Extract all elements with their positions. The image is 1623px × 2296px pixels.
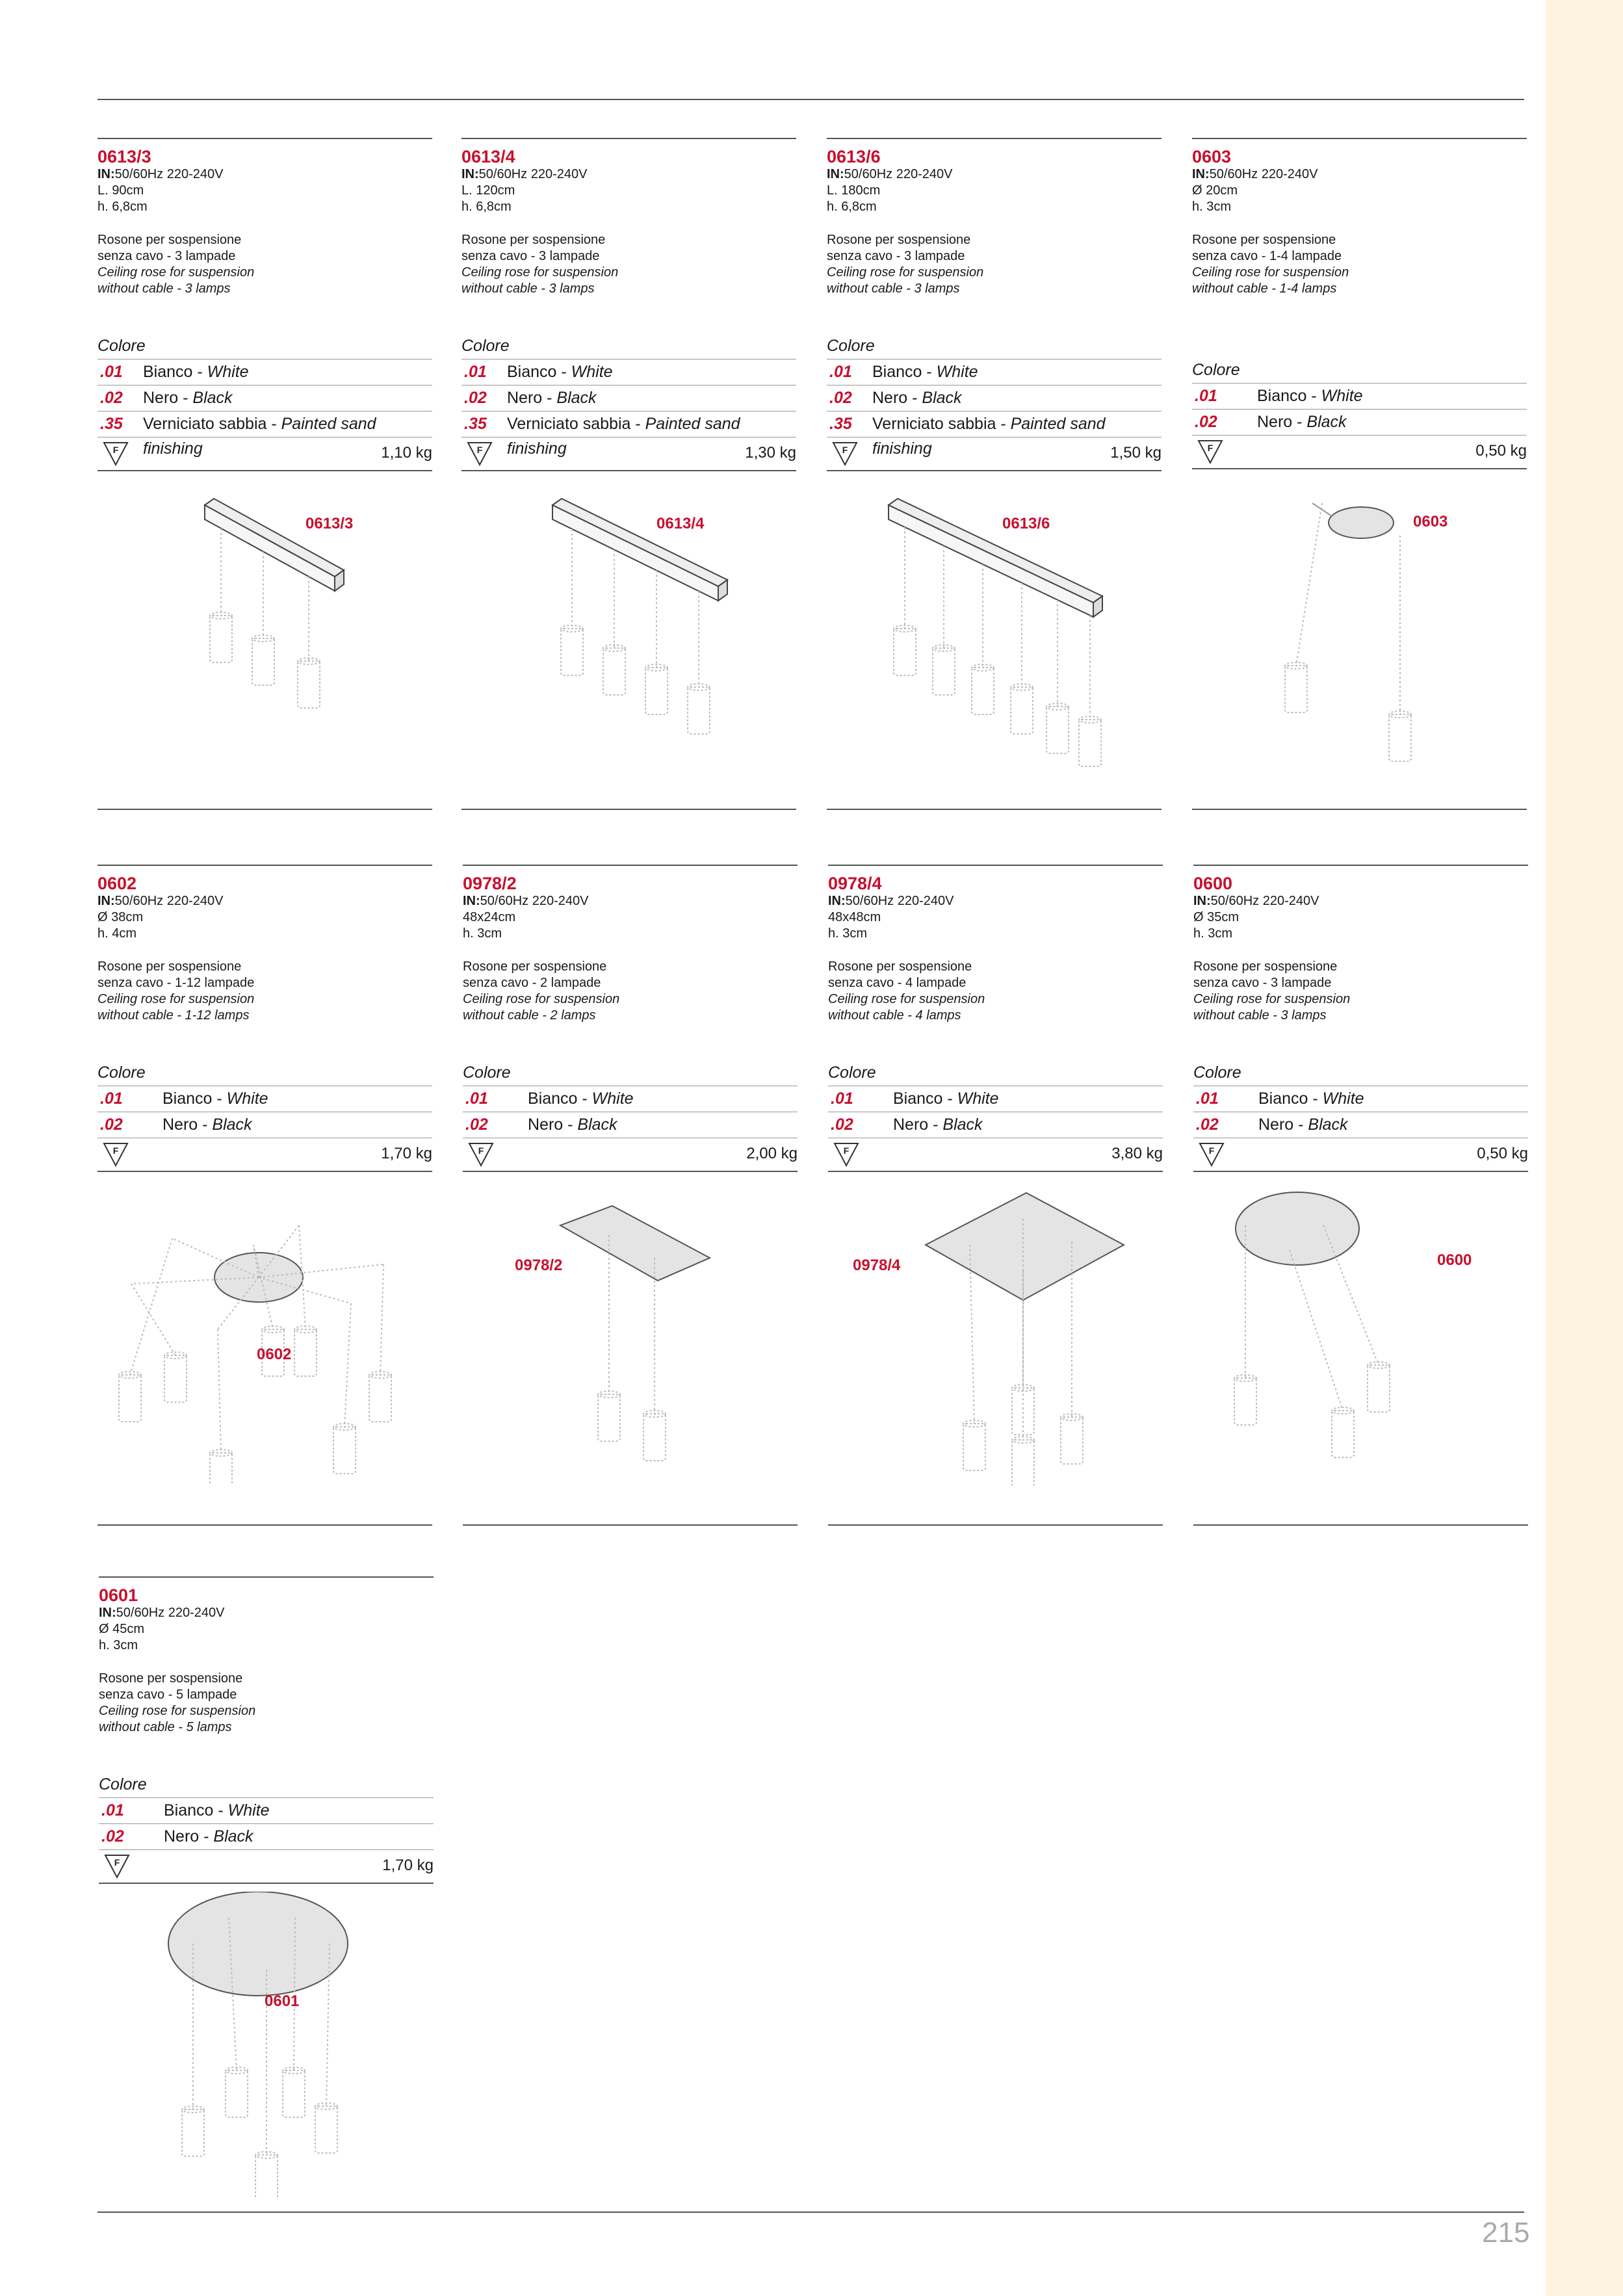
f-mark-icon (468, 1142, 494, 1167)
description-en: without cable - 3 lamps (827, 281, 960, 296)
drawing-label: 0978/4 (853, 1257, 901, 1274)
color-option (1192, 409, 1527, 434)
card-top-rule (99, 1576, 434, 1578)
product-card (463, 865, 798, 1554)
description-en: without cable - 3 lamps (97, 281, 231, 296)
description-en: Ceiling rose for suspension (828, 992, 985, 1006)
product-specs (99, 1605, 224, 1654)
description-it: Rosone per sospensione (1193, 959, 1338, 974)
description-en: Ceiling rose for suspension (97, 992, 255, 1006)
dimension: h. 3cm (1193, 926, 1233, 941)
product-description (827, 232, 983, 297)
color-option (463, 1112, 798, 1137)
svg-text:F: F (478, 1145, 484, 1156)
description-it: senza cavo - 3 lampade (827, 249, 965, 263)
description-it: Rosone per sospensione (827, 233, 971, 247)
drawing-area (828, 1180, 1163, 1485)
svg-text:F: F (1207, 443, 1214, 453)
color-code: .01 (464, 363, 487, 381)
color-option (461, 359, 796, 384)
color-name: Bianco - White (872, 363, 978, 381)
frequency: 50/60Hz 220-240V (844, 167, 953, 181)
card-top-rule (97, 865, 432, 866)
product-weight: 0,50 kg (1475, 442, 1527, 460)
color-option (828, 1086, 1163, 1111)
color-name: Verniciato sabbia - Painted sand finishing (507, 415, 740, 458)
product-weight: 1,10 kg (381, 444, 432, 462)
card-bottom-rule (461, 809, 796, 810)
dimension: h. 3cm (1192, 200, 1232, 214)
color-code: .02 (1195, 413, 1217, 431)
colore-label: Colore (97, 1063, 146, 1082)
color-code: .02 (465, 1115, 488, 1134)
card-bottom-rule (1193, 1524, 1528, 1526)
description-it: senza cavo - 3 lampade (1193, 976, 1332, 990)
color-option (461, 385, 796, 410)
card-bottom-rule (827, 809, 1162, 810)
svg-text:F: F (476, 445, 483, 455)
color-name: Verniciato sabbia - Painted sand finishing (143, 415, 376, 458)
product-code: 0613/4 (461, 147, 515, 166)
drawing-area (1193, 1180, 1528, 1485)
description-en: without cable - 3 lamps (1193, 1008, 1327, 1023)
in-label: IN: (99, 1606, 116, 1620)
color-option (1193, 1086, 1528, 1111)
dimension: Ø 38cm (97, 910, 144, 924)
product-drawing (97, 479, 432, 785)
product-specs (827, 166, 952, 215)
product-description (97, 959, 254, 1024)
product-weight: 1,30 kg (745, 444, 796, 462)
product-weight: 0,50 kg (1477, 1145, 1528, 1162)
drawing-label: 0978/2 (515, 1257, 563, 1274)
product-specs (97, 166, 223, 215)
color-name: Bianco - White (162, 1089, 268, 1108)
colore-label: Colore (828, 1063, 876, 1082)
description-it: Rosone per sospensione (97, 233, 242, 247)
description-it: Rosone per sospensione (99, 1671, 243, 1686)
description-en: Ceiling rose for suspension (1193, 992, 1351, 1006)
description-en: Ceiling rose for suspension (461, 265, 619, 280)
dimension: L. 90cm (97, 183, 144, 198)
drawing-label: 0601 (265, 1992, 300, 2010)
color-code: .01 (831, 1089, 853, 1108)
in-label: IN: (463, 894, 480, 908)
product-description (97, 232, 254, 297)
drawing-area (1192, 477, 1527, 783)
product-description (99, 1671, 255, 1736)
in-label: IN: (1193, 894, 1211, 908)
description-it: senza cavo - 2 lampade (463, 976, 601, 990)
product-weight: 1,70 kg (382, 1857, 434, 1874)
product-code: 0601 (99, 1585, 138, 1605)
color-option (827, 359, 1162, 384)
product-code: 0600 (1193, 874, 1233, 893)
card-top-rule (1192, 138, 1527, 139)
description-it: Rosone per sospensione (463, 959, 607, 974)
f-mark-icon (1199, 1142, 1225, 1167)
f-mark-icon (832, 441, 858, 466)
color-name: Nero - Black (528, 1115, 617, 1134)
product-card (97, 138, 432, 827)
description-en: without cable - 5 lamps (99, 1720, 232, 1734)
weight-row (97, 1138, 432, 1172)
card-top-rule (828, 865, 1163, 866)
card-bottom-rule (97, 1524, 432, 1526)
colore-label: Colore (1193, 1063, 1241, 1082)
dimension: Ø 20cm (1192, 183, 1238, 198)
description-en: without cable - 1-12 lamps (97, 1008, 250, 1023)
color-code: .01 (829, 363, 852, 381)
product-drawing (463, 1180, 798, 1485)
description-it: senza cavo - 1-4 lampade (1192, 249, 1342, 263)
color-name: Nero - Black (1257, 413, 1347, 431)
svg-text:F: F (842, 445, 848, 455)
drawing-area (97, 1180, 432, 1485)
drawing-area (99, 1892, 434, 2197)
weight-row (1193, 1138, 1528, 1172)
weight-row (828, 1138, 1163, 1172)
color-code: .01 (100, 363, 123, 381)
product-code: 0613/3 (97, 147, 151, 166)
frequency: 50/60Hz 220-240V (1210, 894, 1319, 908)
svg-text:F: F (843, 1145, 850, 1156)
top-rule (97, 99, 1524, 100)
color-option (463, 1086, 798, 1111)
dimension: h. 3cm (828, 926, 868, 941)
product-card (828, 865, 1163, 1554)
product-drawing (99, 1892, 434, 2197)
color-code: .35 (464, 415, 487, 433)
product-weight: 3,80 kg (1111, 1145, 1163, 1162)
color-option (99, 1823, 434, 1849)
color-code: .01 (100, 1089, 123, 1108)
product-code: 0613/6 (827, 147, 881, 166)
in-label: IN: (461, 167, 479, 181)
dimension: 48x48cm (828, 910, 881, 924)
product-card (1192, 138, 1527, 827)
product-code: 0978/2 (463, 874, 517, 893)
product-description (1192, 232, 1349, 297)
color-name: Bianco - White (528, 1089, 634, 1108)
product-code: 0978/4 (828, 874, 882, 893)
description-it: Rosone per sospensione (828, 959, 972, 974)
product-specs (828, 893, 954, 942)
description-en: Ceiling rose for suspension (97, 265, 255, 280)
description-it: Rosone per sospensione (461, 233, 606, 247)
product-specs (461, 166, 587, 215)
product-specs (97, 893, 223, 942)
dimension: Ø 45cm (99, 1622, 145, 1636)
description-en: Ceiling rose for suspension (1192, 265, 1349, 280)
description-it: senza cavo - 1-12 lampade (97, 976, 255, 990)
frequency: 50/60Hz 220-240V (116, 1606, 225, 1620)
color-option (97, 359, 432, 384)
f-mark-icon (103, 441, 129, 466)
description-it: Rosone per sospensione (97, 959, 242, 974)
colore-label: Colore (99, 1775, 147, 1794)
color-option (1192, 383, 1527, 408)
color-name: Verniciato sabbia - Painted sand finishing (872, 415, 1106, 458)
color-name: Nero - Black (1258, 1115, 1348, 1134)
color-code: .02 (831, 1115, 853, 1134)
color-code: .35 (829, 415, 852, 433)
product-specs (1192, 166, 1318, 215)
color-option (827, 385, 1162, 410)
drawing-label: 0613/4 (656, 515, 705, 532)
product-weight: 2,00 kg (746, 1145, 798, 1162)
product-drawing (97, 1180, 432, 1485)
colore-label: Colore (1192, 361, 1240, 379)
product-code: 0602 (97, 874, 137, 893)
product-code: 0603 (1192, 147, 1232, 166)
product-drawing (828, 1180, 1163, 1485)
color-name: Bianco - White (1258, 1089, 1364, 1108)
color-name: Nero - Black (507, 389, 597, 407)
dimension: L. 120cm (461, 183, 515, 198)
weight-row (827, 437, 1162, 471)
card-top-rule (97, 138, 432, 139)
bottom-rule (97, 2211, 1524, 2213)
color-option (97, 385, 432, 410)
description-en: Ceiling rose for suspension (463, 992, 620, 1006)
svg-text:F: F (112, 1145, 119, 1156)
description-en: without cable - 4 lamps (828, 1008, 961, 1023)
in-label: IN: (1192, 167, 1210, 181)
drawing-area (461, 479, 796, 785)
drawing-area (827, 479, 1162, 785)
card-top-rule (461, 138, 796, 139)
color-name: Bianco - White (893, 1089, 999, 1108)
card-bottom-rule (463, 1524, 798, 1526)
colore-label: Colore (463, 1063, 511, 1082)
color-name: Nero - Black (872, 389, 962, 407)
drawing-label: 0613/6 (1002, 515, 1050, 532)
color-name: Bianco - White (1257, 387, 1363, 405)
card-top-rule (463, 865, 798, 866)
color-option (99, 1797, 434, 1823)
frequency: 50/60Hz 220-240V (114, 894, 224, 908)
drawing-label: 0613/3 (305, 515, 354, 532)
product-drawing (827, 479, 1162, 785)
frequency: 50/60Hz 220-240V (845, 894, 954, 908)
card-bottom-rule (1192, 809, 1527, 810)
drawing-label: 0600 (1437, 1251, 1472, 1269)
color-name: Nero - Black (143, 389, 233, 407)
color-code: .35 (100, 415, 123, 433)
product-drawing (1192, 477, 1527, 783)
frequency: 50/60Hz 220-240V (1209, 167, 1318, 181)
dimension: h. 6,8cm (461, 200, 512, 214)
description-en: without cable - 3 lamps (461, 281, 595, 296)
product-description (463, 959, 619, 1024)
weight-row (461, 437, 796, 471)
color-option (97, 1112, 432, 1137)
product-card (99, 1576, 434, 2265)
colore-label: Colore (461, 337, 510, 355)
dimension: h. 3cm (99, 1638, 138, 1652)
weight-row (463, 1138, 798, 1172)
product-drawing (1193, 1180, 1528, 1485)
description-it: senza cavo - 3 lampade (97, 249, 236, 263)
color-code: .02 (100, 389, 123, 407)
description-it: senza cavo - 4 lampade (828, 976, 967, 990)
card-bottom-rule (828, 1524, 1163, 1526)
color-code: .02 (829, 389, 852, 407)
in-label: IN: (827, 167, 844, 181)
description-en: without cable - 1-4 lamps (1192, 281, 1337, 296)
product-specs (463, 893, 588, 942)
in-label: IN: (828, 894, 846, 908)
colore-label: Colore (827, 337, 875, 355)
card-top-rule (827, 138, 1162, 139)
description-en: Ceiling rose for suspension (827, 265, 984, 280)
product-card (827, 138, 1162, 827)
drawing-area (97, 479, 432, 785)
product-drawing (461, 479, 796, 785)
dimension: L. 180cm (827, 183, 881, 198)
dimension: h. 6,8cm (827, 200, 877, 214)
color-option (97, 1086, 432, 1111)
description-en: Ceiling rose for suspension (99, 1704, 256, 1718)
weight-row (1192, 435, 1527, 469)
color-name: Bianco - White (507, 363, 613, 381)
color-name: Nero - Black (164, 1827, 253, 1846)
page-number: 215 (1482, 2217, 1530, 2249)
color-name: Nero - Black (162, 1115, 252, 1134)
description-it: Rosone per sospensione (1192, 233, 1336, 247)
color-code: .02 (464, 389, 487, 407)
dimension: Ø 35cm (1193, 910, 1240, 924)
svg-text:F: F (1208, 1145, 1215, 1156)
f-mark-icon (103, 1142, 129, 1167)
product-weight: 1,50 kg (1110, 444, 1162, 462)
color-code: .02 (1196, 1115, 1219, 1134)
f-mark-icon (1197, 439, 1223, 464)
color-option (1193, 1112, 1528, 1137)
drawing-label: 0602 (257, 1346, 292, 1363)
color-code: .01 (101, 1801, 124, 1820)
color-name: Bianco - White (143, 363, 249, 381)
frequency: 50/60Hz 220-240V (480, 894, 589, 908)
f-mark-icon (833, 1142, 859, 1167)
color-code: .01 (465, 1089, 488, 1108)
weight-row (99, 1849, 434, 1884)
drawing-area (463, 1180, 798, 1485)
color-code: .02 (100, 1115, 123, 1134)
description-it: senza cavo - 3 lampade (461, 249, 600, 263)
in-label: IN: (97, 167, 115, 181)
description-it: senza cavo - 5 lampade (99, 1688, 237, 1702)
color-name: Nero - Black (893, 1115, 983, 1134)
dimension: h. 3cm (463, 926, 502, 941)
product-description (1193, 959, 1350, 1024)
color-option (828, 1112, 1163, 1137)
in-label: IN: (97, 894, 115, 908)
weight-row (97, 437, 432, 471)
dimension: h. 6,8cm (97, 200, 148, 214)
frequency: 50/60Hz 220-240V (478, 167, 588, 181)
f-mark-icon (467, 441, 493, 466)
dimension: 48x24cm (463, 910, 516, 924)
card-bottom-rule (97, 809, 432, 810)
color-name: Bianco - White (164, 1801, 270, 1820)
color-code: .02 (101, 1827, 124, 1846)
frequency: 50/60Hz 220-240V (114, 167, 224, 181)
product-description (828, 959, 985, 1024)
card-top-rule (1193, 865, 1528, 866)
product-card (97, 865, 432, 1554)
drawing-label: 0603 (1413, 513, 1448, 530)
sidebar (1546, 0, 1623, 2296)
product-description (461, 232, 618, 297)
description-en: without cable - 2 lamps (463, 1008, 596, 1023)
product-weight: 1,70 kg (381, 1145, 432, 1162)
color-code: .01 (1195, 387, 1217, 405)
colore-label: Colore (97, 337, 146, 355)
svg-text:F: F (114, 1857, 120, 1868)
color-code: .01 (1196, 1089, 1219, 1108)
product-card (1193, 865, 1528, 1554)
product-specs (1193, 893, 1319, 942)
dimension: h. 4cm (97, 926, 137, 941)
f-mark-icon (104, 1854, 130, 1879)
svg-text:F: F (112, 445, 119, 455)
product-card (461, 138, 796, 827)
